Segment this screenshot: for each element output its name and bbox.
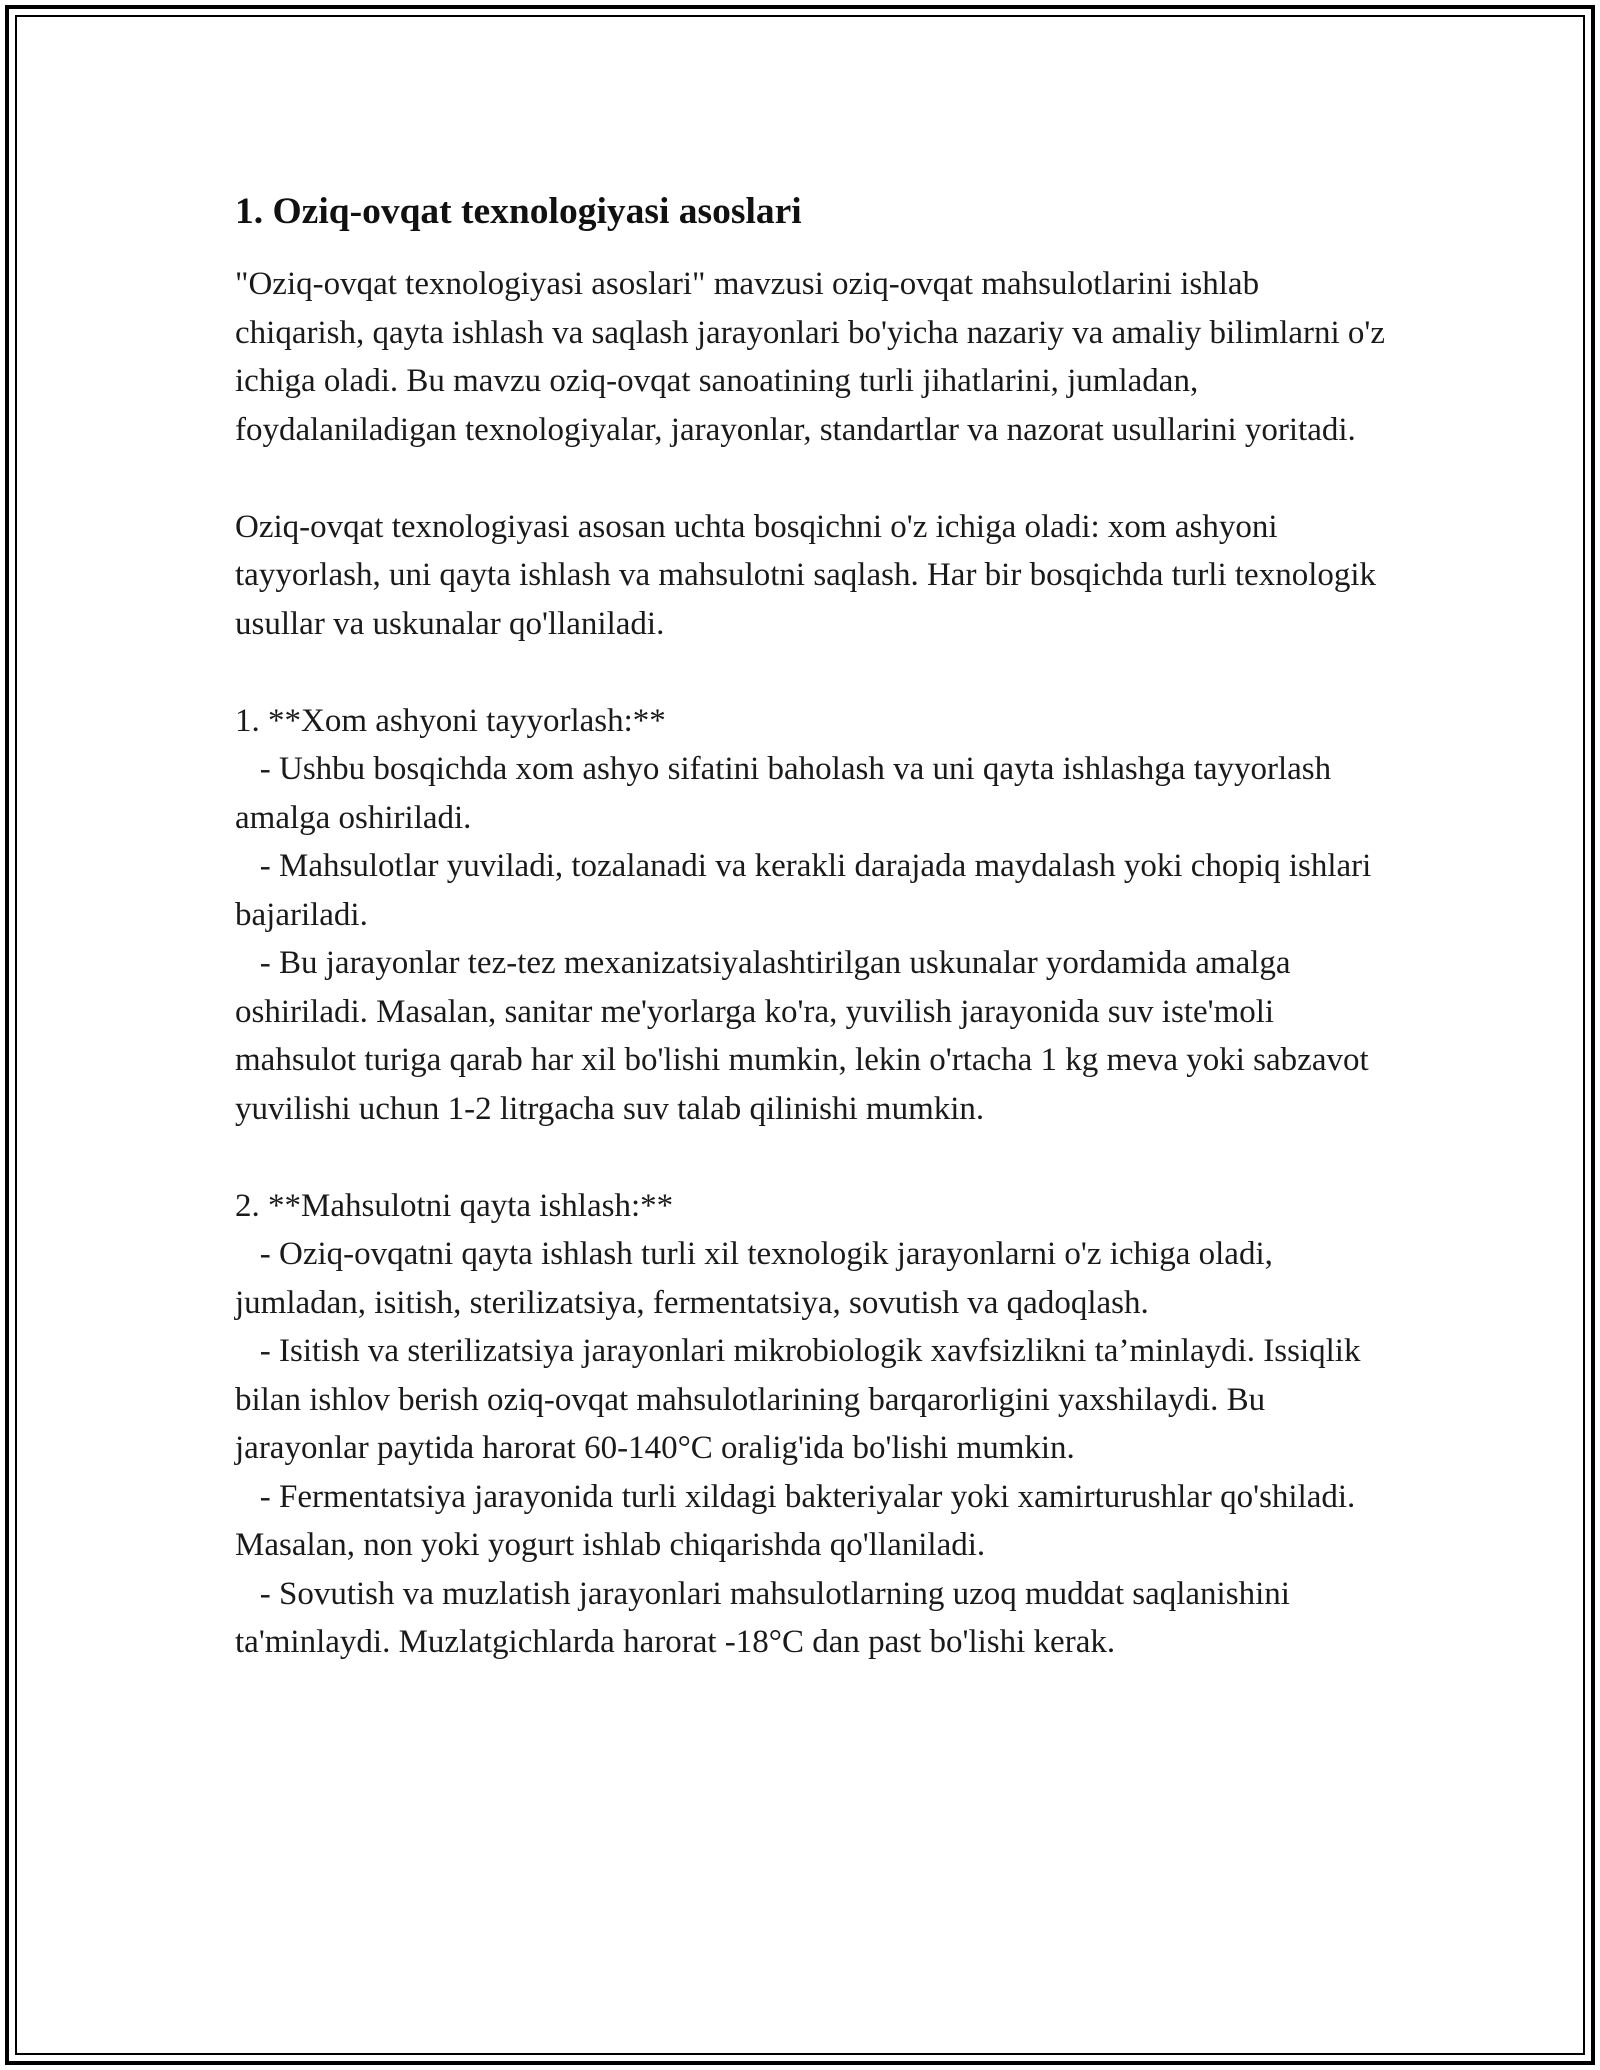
stages-paragraph: Oziq-ovqat texnologiyasi asosan uchta bosqichni o'z ichiga oladi: xom ashyoni tayyorlash, uni qayta ishlash va mahsulotni saqlash. Har bir bosqichda turli texnologik usullar va uskunalar qo'llaniladi. [235, 508, 1385, 642]
document-title: 1. Oziq-ovqat texnologiyasi asoslari [235, 191, 802, 232]
document-body [235, 188, 1394, 1667]
list-item: - Oziq-ovqatni qayta ishlash turli xil texnologik jarayonlarni o'z ichiga oladi, jumladan, isitish, sterilizatsiya, fermentatsiya, sovutish va qadoqlash. [235, 1236, 1282, 1321]
section-raw-material [235, 697, 1385, 1134]
list-item: - Isitish va sterilizatsiya jarayonlari mikrobiologik xavfsizlikni ta’minlaydi. Issiqlik bilan ishlov berish oziq-ovqat mahsulotlarining barqarorligini yaxshilaydi. Bu jarayonlar paytida harorat 60-140°C oralig'ida bo'lishi mumkin. [235, 1333, 1369, 1466]
paragraph-spacer [235, 454, 1385, 503]
list-item: - Ushbu bosqichda xom ashyo sifatini baholash va uni qayta ishlashga tayyorlash amalga oshiriladi. [235, 751, 1340, 836]
section-processing [235, 1182, 1385, 1667]
list-item: - Sovutish va muzlatish jarayonlari mahsulotlarning uzoq muddat saqlanishini ta'minlaydi. Muzlatgichlarda harorat -18°C dan past bo'lishi kerak. [235, 1575, 1299, 1660]
list-item: - Fermentatsiya jarayonida turli xildagi bakteriyalar yoki xamirturushlar qo'shiladi. Masalan, non yoki yogurt ishlab chiqarishda qo'llaniladi. [235, 1478, 1364, 1563]
paragraph-spacer [235, 648, 1385, 697]
list-item: - Mahsulotlar yuviladi, tozalanadi va kerakli darajada maydalash yoki chopiq ishlari bajariladi. [235, 848, 1380, 933]
list-item: - Bu jarayonlar tez-tez mexanizatsiyalashtirilgan uskunalar yordamida amalga oshiriladi. Masalan, sanitar me'yorlarga ko'ra, yuvilish jarayonida suv iste'moli mahsulot turiga qarab har xil bo'lishi mumkin, lekin o'rtacha 1 kg meva yoki sabzavot yuvilishi uchun 1-2 litrgacha suv talab qilinishi mumkin. [235, 945, 1377, 1127]
paragraph-spacer [235, 1133, 1385, 1182]
intro-paragraph: "Oziq-ovqat texnologiyasi asoslari" mavzusi oziq-ovqat mahsulotlarini ishlab chiqarish, qayta ishlash va saqlash jarayonlari bo'yicha nazariy va amaliy bilimlarni o'z ichiga oladi. Bu mavzu oziq-ovqat sanoatining turli jihatlarini, jumladan, foydalaniladigan texnologiyalar, jarayonlar, standartlar va nazorat usullarini yoritadi. [235, 266, 1394, 448]
section-heading: 1. **Xom ashyoni tayyorlash:** [235, 702, 666, 739]
section-heading: 2. **Mahsulotni qayta ishlash:** [235, 1187, 674, 1224]
